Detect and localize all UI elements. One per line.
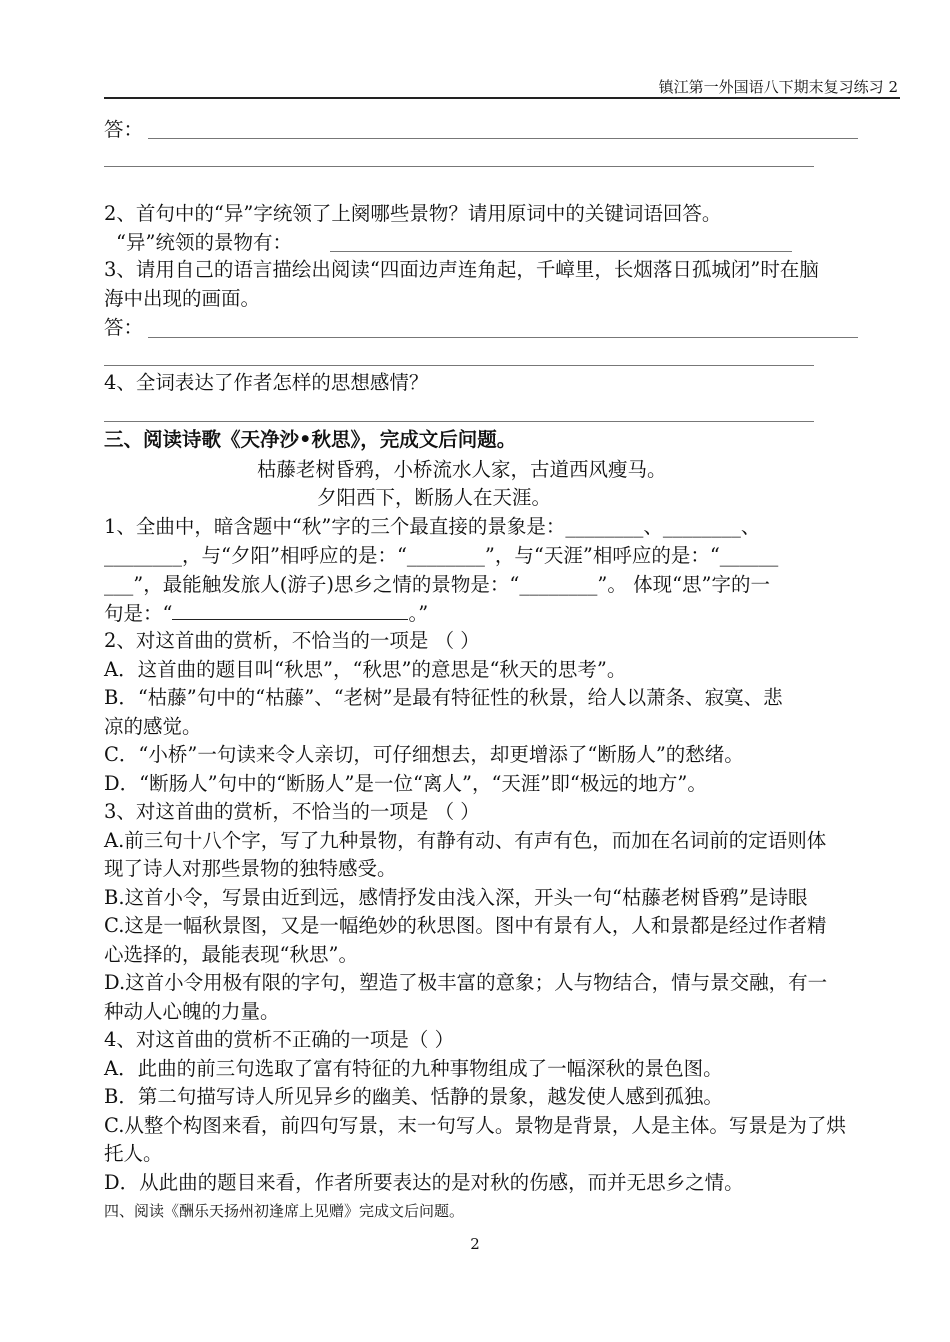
blank-line (172, 601, 408, 620)
s3-q4-option-d: D．从此曲的题目来看，作者所要表达的是对秋的伤感，而并无思乡之情。 (104, 1171, 744, 1194)
s3-q2-option-a: A．这首曲的题目叫“秋思”，“秋思”的意思是“秋天的思考”。 (104, 658, 627, 681)
question-3-line1: 3、请用自己的语言描绘出阅读“四面边声连角起，千嶂里，长烟落日孤城闭”时在脑 (104, 258, 819, 281)
s3-q4-option-c-line2: 托人。 (104, 1142, 163, 1165)
answer-label: 答： (104, 316, 144, 339)
s3-q2-option-b-line1: B．“枯藤”句中的“枯藤”、“老树”是最有特征性的秋景，给人以萧条、寂寞、悲 (104, 686, 783, 709)
question-3-line2: 海中出现的画面。 (104, 287, 261, 310)
s3-q4-option-c-line1: C.从整个构图来看，前四句写景，末一句写人。景物是背景，人是主体。写景是为了烘 (104, 1114, 846, 1137)
answer-line (104, 365, 814, 366)
s3-question-4: 4、对这首曲的赏析不正确的一项是（ ） (104, 1028, 455, 1051)
s3-q3-option-c-line1: C.这是一幅秋景图，又是一幅绝妙的秋思图。图中有景有人，人和景都是经过作者精 (104, 914, 827, 937)
s3-q2-option-b-line2: 凉的感觉。 (104, 715, 202, 738)
page-number: 2 (470, 1235, 480, 1253)
s3-question-1-line3: ___”，最能触发旅人(游子)思乡之情的景物是：“________”。 体现“思”字的一 (104, 573, 771, 596)
answer-line (104, 421, 814, 422)
section-4-heading: 四、阅读《酬乐天扬州初逢席上见赠》完成文后问题。 (104, 1202, 465, 1220)
s3-q3-option-d-line1: D.这首小令用极有限的字句，塑造了极丰富的意象；人与物结合，情与景交融，有一 (104, 971, 828, 994)
question-2: 2、首句中的“异”字统领了上阕哪些景物？请用原词中的关键词语回答。 (104, 202, 722, 225)
s3-q3-option-c-line2: 心选择的，最能表现“秋思”。 (104, 943, 358, 966)
s3-q3-option-a-line2: 现了诗人对那些景物的独特感受。 (104, 857, 397, 880)
answer-line (104, 166, 814, 167)
s3-q2-option-c: C．“小桥”一句读来令人亲切，可仔细想去，却更增添了“断肠人”的愁绪。 (104, 743, 744, 766)
q1-line4-suffix: 。” (408, 602, 429, 625)
s3-q3-option-a-line1: A.前三句十八个字，写了九种景物，有静有动、有声有色，而加在名词前的定语则体 (104, 829, 827, 852)
s3-question-1-line4 (104, 601, 428, 626)
s3-question-1-line1: 1、全曲中，暗含题中“秋”字的三个最直接的景象是：________、________、 (104, 515, 761, 538)
answer-label: 答： (104, 118, 144, 141)
section-3-heading: 三、阅读诗歌《天净沙•秋思》，完成文后问题。 (104, 428, 517, 451)
poem-line-1: 枯藤老树昏鸦，小桥流水人家，古道西风瘦马。 (257, 458, 667, 481)
s3-question-1-line2: ________，与“夕阳”相呼应的是：“________”，与“天涯”相呼应的是：“______ (104, 544, 779, 567)
answer-line (148, 337, 858, 338)
s3-q3-option-d-line2: 种动人心魄的力量。 (104, 1000, 280, 1023)
s3-q3-option-b: B.这首小令，写景由近到远，感情抒发由浅入深，开头一句“枯藤老树昏鸦”是诗眼 (104, 886, 808, 909)
question-4: 4、全词表达了作者怎样的思想感情？ (104, 371, 429, 394)
answer-line (148, 138, 858, 139)
s3-question-3: 3、对这首曲的赏析，不恰当的一项是 （ ） (104, 800, 480, 823)
answer-line (330, 251, 792, 252)
s3-q4-option-a: A．此曲的前三句选取了富有特征的九种事物组成了一幅深秋的景色图。 (104, 1057, 723, 1080)
q1-line4-prefix: 句是：“ (104, 602, 173, 625)
s3-q4-option-b: B．第二句描写诗人所见异乡的幽美、恬静的景象，越发使人感到孤独。 (104, 1085, 723, 1108)
poem-line-2: 夕阳西下，断肠人在天涯。 (317, 486, 552, 509)
s3-question-2: 2、对这首曲的赏析，不恰当的一项是 （ ） (104, 629, 480, 652)
page-header: 镇江第一外国语八下期末复习练习 2 (658, 78, 898, 96)
s3-q2-option-d: D．“断肠人”句中的“断肠人”是一位“离人”，“天涯”即“极远的地方”。 (104, 772, 707, 795)
header-rule (104, 97, 900, 99)
answer-label-yi: “异”统领的景物有： (116, 231, 292, 254)
